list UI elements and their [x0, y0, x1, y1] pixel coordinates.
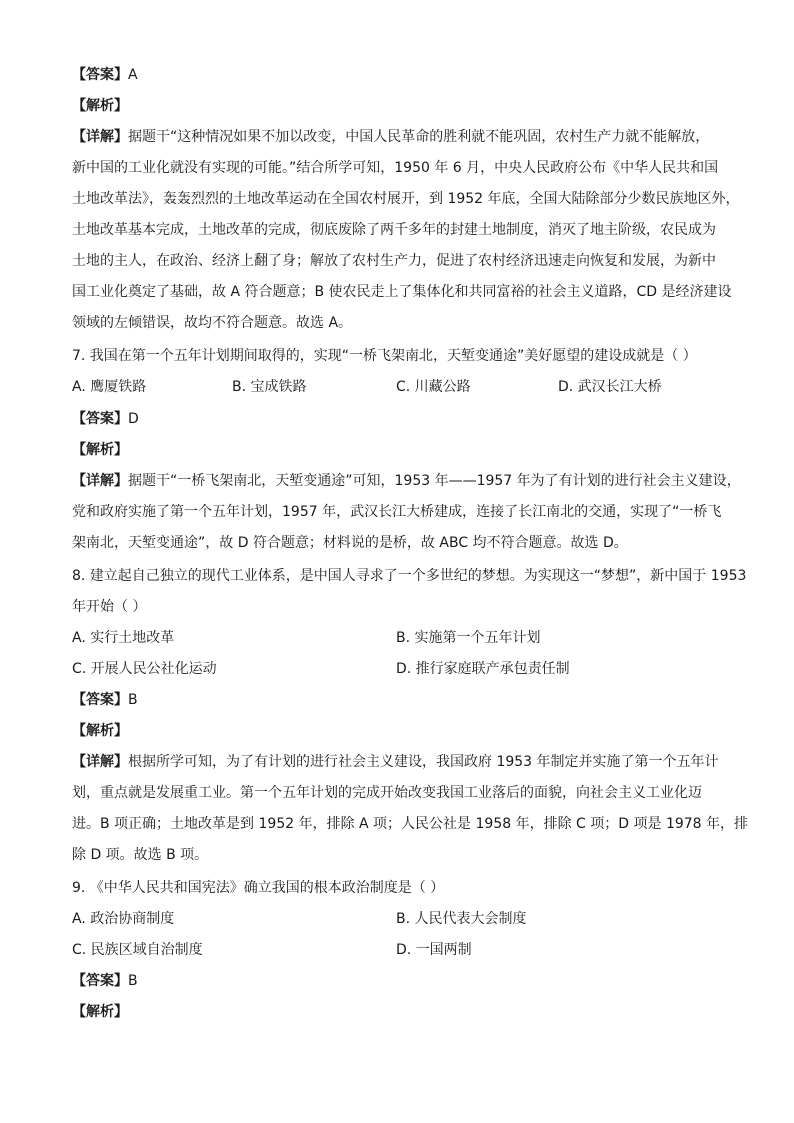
detail-line: 土地改革法》，轰轰烈烈的土地改革运动在全国农村展开，到 1952 年底，全国大陆除部分少数民族地区外， [72, 191, 740, 207]
detail-label: 【详解】 [72, 754, 128, 770]
detail-line: 领域的左倾错误，故均不符合题意。故选 A。 [72, 315, 353, 331]
detail-label: 【详解】 [72, 129, 128, 145]
detail-line: 进。B 项正确；土地改革是到 1952 年，排除 A 项；人民公社是 1958 年，排除 C 项；D 项是 1978 年，排 [72, 816, 749, 832]
detail-line: 国工业化奠定了基础，故 A 符合题意；B 使农民走上了集体化和共同富裕的社会主义道路，CD 是经济建设 [72, 284, 732, 300]
detail-label: 【详解】 [72, 473, 128, 489]
question-stem: 年开始（ ） [72, 599, 147, 615]
question-stem: 9. 《中华人民共和国宪法》确立我国的根本政治制度是（ ） [72, 880, 445, 896]
detail-line: 【详解】据题干“一桥飞架南北，天堑变通途”可知，1953 年——1957 年为了有计划的进行社会主义建设， [72, 473, 741, 489]
detail-line: 【详解】据题干“这种情况如果不加以改变，中国人民革命的胜利就不能巩固，农村生产力就不能解放， [72, 129, 710, 145]
option-b: B. 人民代表大会制度 [396, 911, 527, 927]
answer-label: 【答案】 [72, 692, 128, 708]
detail-line: 土地改革基本完成，土地改革的完成，彻底废除了两千多年的封建土地制度，消灭了地主阶级，农民成为 [72, 222, 716, 238]
detail-line: 划，重点就是发展重工业。第一个五年计划的完成开始改变我国工业落后的面貌，向社会主义工业化迈 [72, 785, 702, 801]
answer-label: 【答案】 [72, 973, 128, 989]
analysis-label: 【解析】 [72, 98, 128, 114]
detail-line: 架南北，天堑变通途”，故 D 符合题意；材料说的是桥，故 ABC 均不符合题意。故选 D。 [72, 535, 628, 551]
detail-line: 新中国的工业化就没有实现的可能。”结合所学可知，1950 年 6 月，中央人民政府公布《中华人民共和国 [72, 160, 719, 176]
option-d: D. 一国两制 [396, 942, 472, 958]
answer-value: B [128, 973, 138, 989]
option-c: C. 开展人民公社化运动 [72, 661, 217, 677]
detail-line: 土地的主人，在政治、经济上翻了身；解放了农村生产力，促进了农村经济迅速走向恢复和发展，为新中 [72, 253, 716, 269]
option-b: B. 宝成铁路 [232, 379, 307, 395]
analysis-label: 【解析】 [72, 723, 128, 739]
detail-line: 【详解】根据所学可知，为了有计划的进行社会主义建设，我国政府 1953 年制定并实施了第一个五年计 [72, 754, 719, 770]
answer-value: B [128, 692, 138, 708]
answer-value: A [128, 67, 138, 83]
question-stem: 8. 建立起自己独立的现代工业体系，是中国人寻求了一个多世纪的梦想。为实现这一“梦想”，新中国于 1953 [72, 568, 747, 584]
option-d: D. 推行家庭联产承包责任制 [396, 661, 570, 677]
option-a: A. 实行土地改革 [72, 630, 175, 646]
option-b: B. 实施第一个五年计划 [396, 630, 541, 646]
detail-line: 党和政府实施了第一个五年计划，1957 年，武汉长江大桥建成，连接了长江南北的交通，实现了“一桥飞 [72, 504, 722, 520]
answer-label: 【答案】 [72, 411, 128, 427]
question-stem: 7. 我国在第一个五年计划期间取得的，实现“一桥飞架南北，天堑变通途”美好愿望的建设成就是（ ） [72, 348, 697, 364]
option-d: D. 武汉长江大桥 [558, 379, 662, 395]
answer-line [72, 65, 138, 85]
answer-line [72, 690, 138, 710]
answer-line [72, 971, 138, 991]
option-a: A. 政治协商制度 [72, 911, 175, 927]
analysis-label: 【解析】 [72, 442, 128, 458]
option-a: A. 鹰厦铁路 [72, 379, 147, 395]
answer-line [72, 409, 139, 429]
analysis-label: 【解析】 [72, 1004, 128, 1020]
option-c: C. 民族区域自治制度 [72, 942, 203, 958]
detail-line: 除 D 项。故选 B 项。 [72, 847, 209, 863]
option-c: C. 川藏公路 [396, 379, 471, 395]
answer-label: 【答案】 [72, 67, 128, 83]
answer-value: D [128, 411, 139, 427]
